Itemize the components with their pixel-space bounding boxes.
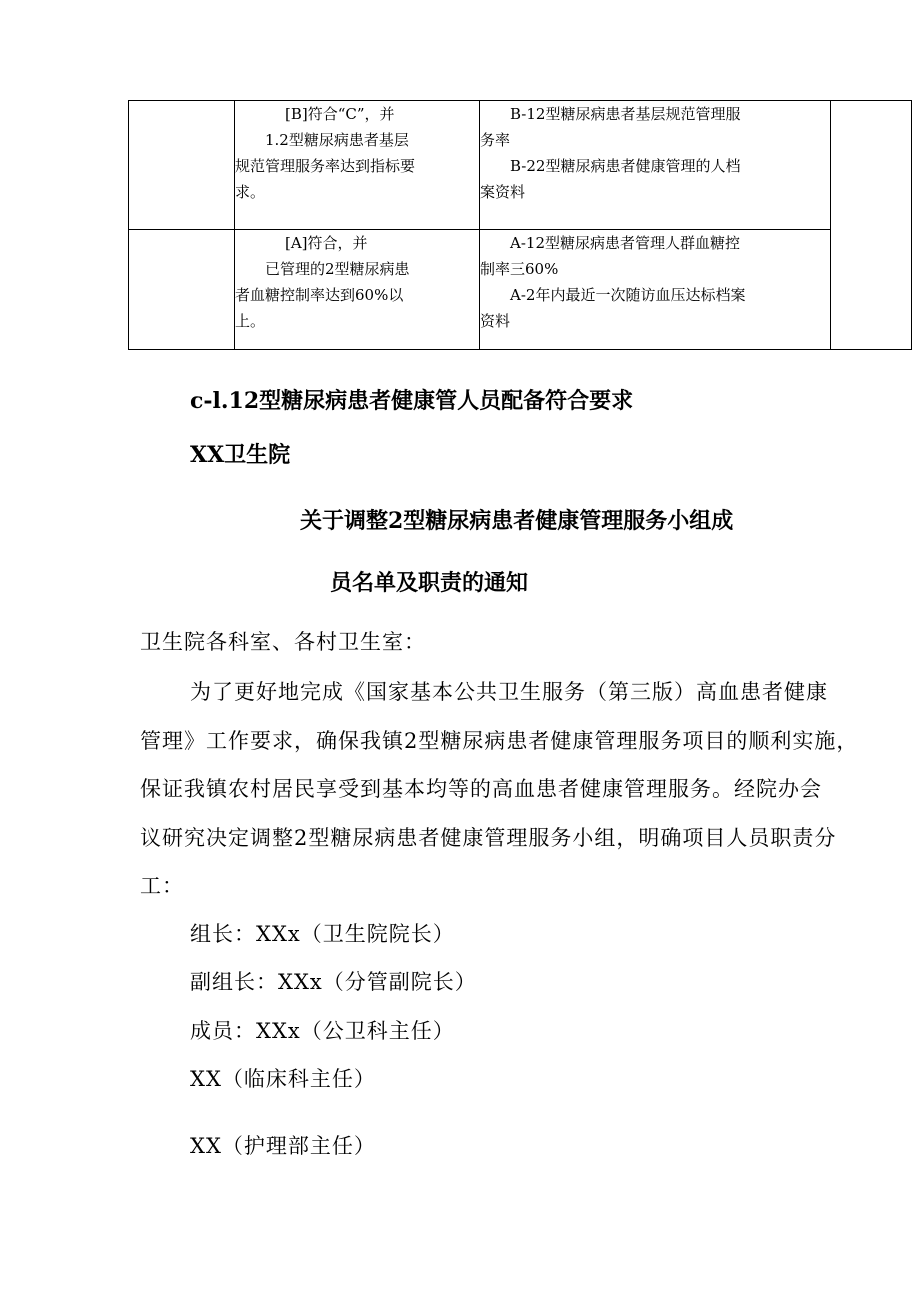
member-list-line: XX（临床科主任）	[190, 1067, 376, 1091]
body-paragraph-line: 保证我镇农村居民享受到基本均等的高血患者健康管理服务。经院办会	[140, 777, 822, 801]
evidence-a-text: 资料	[480, 312, 511, 330]
section-heading: c-l.12型糖尿病患者健康管人员配备符合要求	[190, 388, 634, 414]
table-cell-empty	[129, 101, 235, 230]
criteria-b-text: 求。	[235, 183, 266, 201]
body-paragraph-line: 工：	[140, 874, 184, 898]
criteria-a-text: 已管理的2型糖尿病患	[265, 260, 410, 278]
notice-title-line1: 关于调整2型糖尿病患者健康管理服务小组成	[300, 508, 734, 534]
salutation: 卫生院各科室、各村卫生室：	[140, 630, 426, 654]
criteria-a-cell	[235, 230, 480, 350]
org-name: XX卫生院	[190, 442, 291, 468]
criteria-b-cell	[235, 101, 480, 230]
evidence-b-text: B-22型糖尿病患者健康管理的人档	[510, 157, 741, 175]
criteria-a-label: [A]符合，并	[285, 234, 368, 252]
evidence-a-text: 制率三60%	[480, 260, 559, 278]
table-cell-empty	[129, 230, 235, 350]
evidence-a-text: A-2年内最近一次随访血压达标档案	[510, 286, 746, 304]
criteria-b-text: 1.2型糖尿病患者基层	[265, 131, 409, 149]
table-row	[129, 230, 912, 350]
evidence-b-text: 案资料	[480, 183, 526, 201]
body-paragraph-line: 管理》工作要求，确保我镇2型糖尿病患者健康管理服务项目的顺利实施，	[140, 729, 859, 753]
evidence-b-text: 务率	[480, 131, 511, 149]
table-cell-empty	[831, 101, 912, 350]
evidence-b-cell	[480, 101, 831, 230]
table-row	[129, 101, 912, 230]
evidence-a-cell	[480, 230, 831, 350]
member-leader: 组长：XXx（卫生院院长）	[190, 922, 455, 946]
body-paragraph-line: 议研究决定调整2型糖尿病患者健康管理服务小组，明确项目人员职责分	[140, 826, 837, 850]
criteria-b-text: 规范管理服务率达到指标要	[235, 157, 416, 175]
body-paragraph-line: 为了更好地完成《国家基本公共卫生服务（第三版）高血患者健康	[190, 680, 828, 704]
notice-title-line2: 员名单及职责的通知	[330, 570, 529, 596]
member-list-line: 成员：XXx（公卫科主任）	[190, 1019, 455, 1043]
member-deputy-leader: 副组长：XXx（分管副院长）	[190, 970, 477, 994]
criteria-a-text: 者血糖控制率达到60%以	[235, 286, 404, 304]
criteria-table	[128, 100, 912, 350]
evidence-b-text: B-12型糖尿病患者基层规范管理服	[510, 105, 741, 123]
criteria-a-text: 上。	[235, 312, 266, 330]
criteria-b-label: [B]符合“C”，并	[285, 105, 395, 123]
evidence-a-text: A-12型糖尿病患者管理人群血糖控	[510, 234, 740, 252]
member-list-line: XX（护理部主任）	[190, 1134, 376, 1158]
